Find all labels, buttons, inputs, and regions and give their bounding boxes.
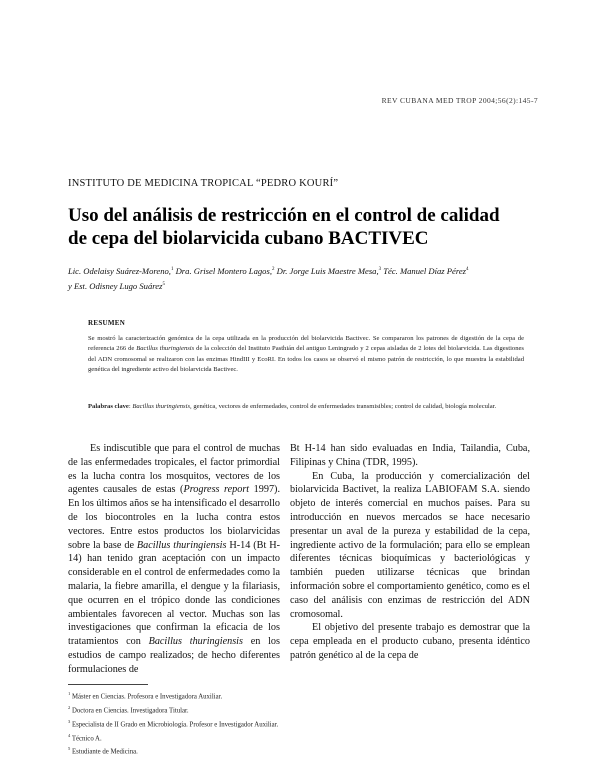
author-3: Dr. Jorge Luis Maestre Mesa,$^3$	[274, 265, 382, 276]
footnote-5: $^5$ Estudiante de Medicina.	[68, 746, 138, 756]
footnote-divider	[68, 684, 148, 685]
paragraph: El objetivo del presente trabajo es demostrar que la cepa empleada en el producto cubano, presenta idéntico patrón genético al de la cepa de	[290, 622, 530, 661]
paragraph: Es indiscutible que para el control de muchas de las enfermedades tropicales, el factor primordial es la lucha contra los mosquitos, vectores de los agentes causales de estas (Progress report 1997). En los últimos años se ha intensificado el desarrollo de los biocontroles en la lucha contra estos vectores. Entre estos productos los biolarvicidas sobre la base de Bacillus thuringiensis H-14 (Bt H-14) han tenido gran aceptación con un impacto considerable en el control de enfermedades como la malaria, la fiebre amarilla, el dengue y la filariasis, que ocurren en el trópico donde las condiciones ambientales favorecen al vector. Muchas son las investigaciones que confirman la eficacia de los tratamientos con Bacillus thuringiensis en los estudios de campo realizados; de hecho diferentes formulaciones de	[68, 443, 281, 675]
author-4: Téc. Manuel Díaz Pérez$^4$	[381, 265, 469, 276]
article-title	[68, 204, 528, 250]
abstract-heading: RESUMEN	[88, 319, 126, 327]
author-5: y Est. Odisney Lugo Suárez$^5$	[68, 280, 165, 291]
author-1: Lic. Odelaisy Suárez-Moreno,$^1$	[68, 265, 174, 276]
body-column-right	[290, 442, 530, 663]
title-line-2: de cepa del biolarvicida cubano BACTIVEC	[68, 228, 429, 249]
keywords: Palabras clave: Bacillus thuringiensis, genética, vectores de enfermedades, control de enfermedades transmisibles; control de calidad, biología molecular.	[88, 403, 497, 410]
keywords-label: Palabras clave	[88, 403, 129, 410]
footnote-2: $^2$ Doctora en Ciencias. Investigadora Titular.	[68, 704, 189, 715]
footnote-3: $^3$ Especialista de II Grado en Microbiología. Profesor e Investigador Auxiliar.	[68, 718, 279, 728]
author-list	[68, 263, 538, 293]
author-2: Dra. Grisel Montero Lagos,$^2$	[173, 265, 275, 276]
abstract-text: Se mostró la caracterización genómica de la cepa utilizada en la producción del biolarvicida Bactivec. Se compararon los patrones de digestión de la cepa de referencia 266 de Bacillus thuringiensis de la colección del Instituto Pasthián del antiguo Leningrado y 2 cepas aisladas de 2 lotes del biolarvicida. Las digestiones del ADN cromosomal se realizaron con las enzimas HindIII y EcoRI. En todos los casos se observó el mismo patrón de restricción, lo que muestra la estabilidad genética del ingrediente activo del biolarvicida Bactivec.	[88, 335, 524, 373]
paragraph: En Cuba, la producción y comercialización del biolarvicida Bactivet, la realiza LABIOFAM S.A. siendo objeto de interés comercial en muchos países. Para su introducción en nuevos mercados se hace necesario presentar un aval de la pureza y estabilidad de la cepa, ingrediente activo de la formulación; para ello se emplean diferentes técnicas bioquímicas y bacteriológicas y también pueden utilizarse técnicas que brindan información sobre el comportamiento genético, como es el caso del análisis con enzimas de restricción del ADN cromosomal.	[290, 470, 530, 620]
footnotes	[68, 689, 528, 758]
footnote-4: $^4$ Técnico A.	[68, 732, 102, 742]
footnote-1: $^1$ Máster en Ciencias. Profesora e Investigadora Auxiliar.	[68, 691, 223, 701]
title-line-1: Uso del análisis de restricción en el control de calidad	[68, 205, 500, 226]
body-column-left	[68, 442, 280, 677]
paragraph: Bt H-14 han sido evaluadas en India, Tailandia, Cuba, Filipinas y China (TDR, 1995).	[290, 443, 530, 468]
journal-reference: REV CUBANA MED TROP 2004;56(2):145-7	[381, 96, 538, 105]
institute-name: INSTITUTO DE MEDICINA TROPICAL “PEDRO KOURÍ”	[68, 178, 339, 189]
